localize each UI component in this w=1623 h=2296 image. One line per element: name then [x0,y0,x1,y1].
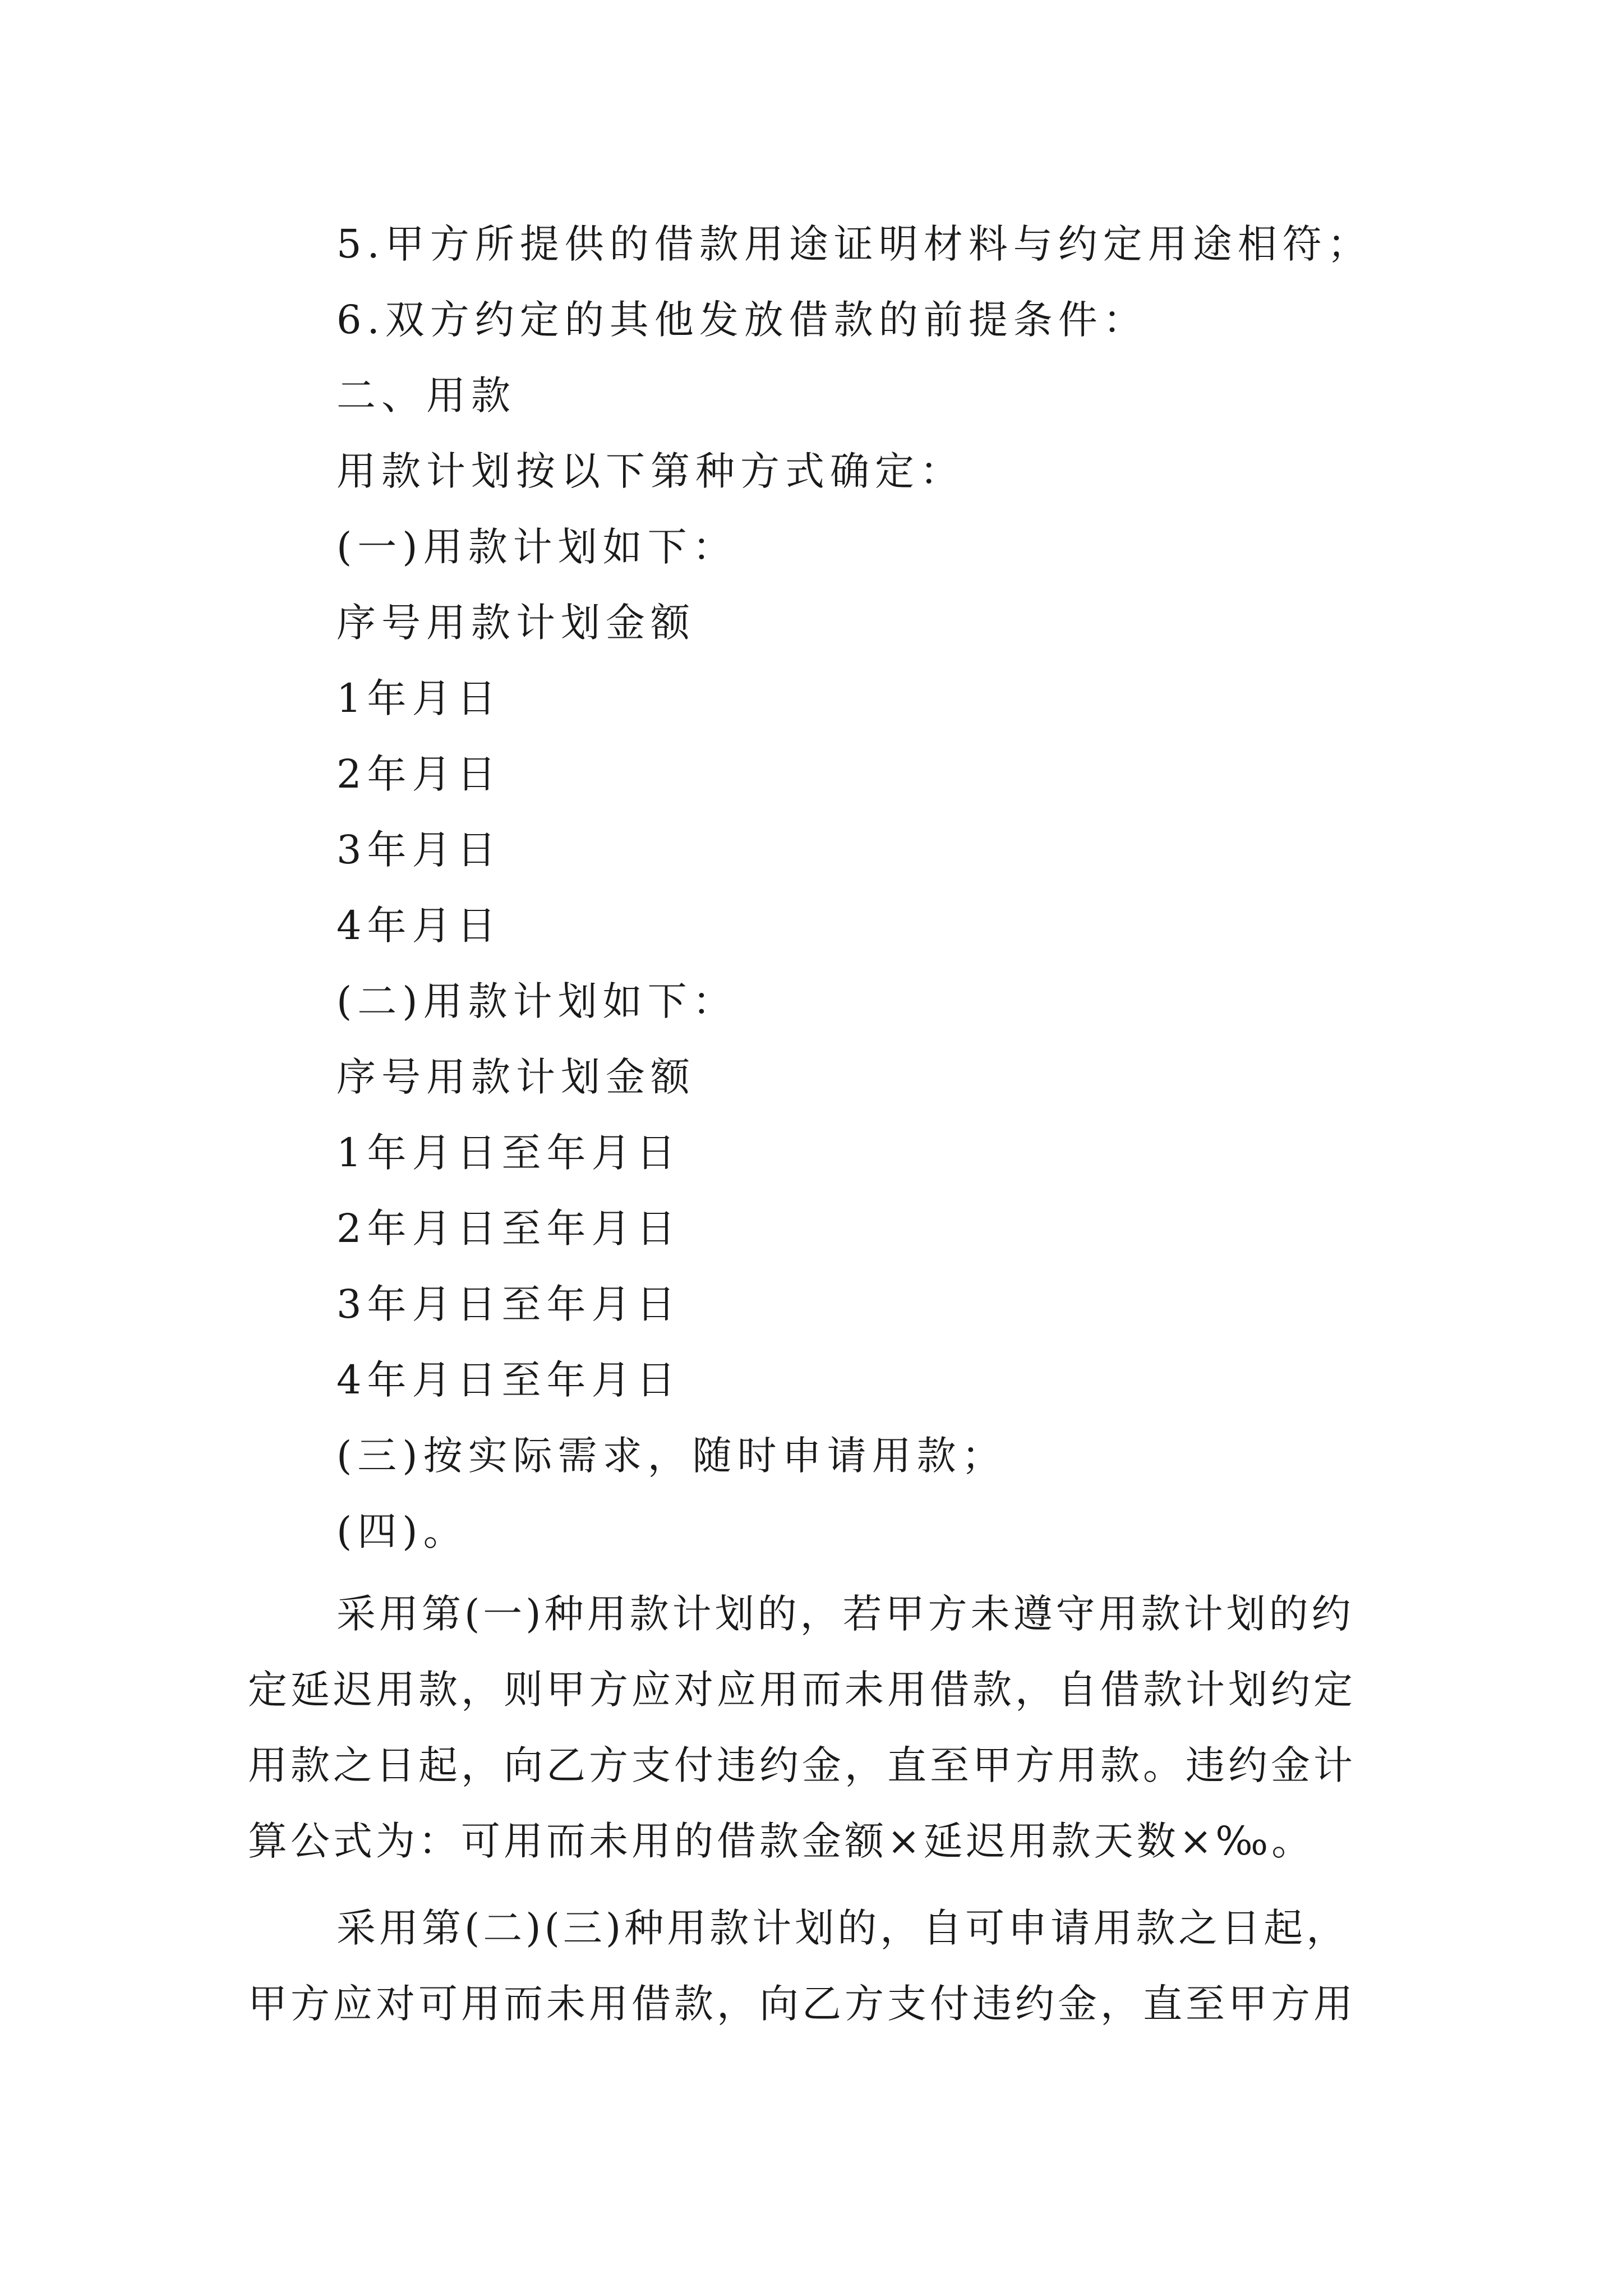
plan-one-row-2: 2年月日 [336,751,502,797]
paragraph-line: 甲方应对可用而未用借款，向乙方支付违约金，直至甲方用 [248,1981,1356,2027]
plan-one-heading: (一)用款计划如下： [336,524,737,570]
paragraph-line: 采用第(一)种用款计划的，若甲方未遵守用款计划的约 [336,1591,1354,1637]
plan-four-line: (四)。 [336,1508,468,1554]
plan-one-row-1: 1年月日 [336,675,502,721]
plan-two-row-3: 3年月日至年月日 [336,1281,681,1327]
plan-one-row-3: 3年月日 [336,827,502,873]
plan-two-row-4: 4年月日至年月日 [336,1357,681,1403]
plan-two-row-1: 1年月日至年月日 [336,1130,681,1176]
condition-item-5: 5.甲方所提供的借款用途证明材料与约定用途相符； [336,221,1372,267]
condition-item-6: 6.双方约定的其他发放借款的前提条件： [336,297,1148,343]
penalty-paragraph-plan-two-three [248,1890,1398,2042]
paragraph-line: 算公式为：可用而未用的借款金额×延迟用款天数×‰。 [248,1818,1315,1864]
plan-three-line: (三)按实际需求，随时申请用款； [336,1433,1007,1479]
paragraph-line: 用款之日起，向乙方支付违约金，直至甲方用款。违约金计 [248,1742,1356,1788]
plan-two-table-header: 序号用款计划金额 [336,1054,695,1100]
plan-one-table-header: 序号用款计划金额 [336,600,695,646]
section-heading-use-of-loan: 二、用款 [336,372,516,418]
paragraph-line: 采用第(二)(三)种用款计划的，自可申请用款之日起， [336,1905,1349,1951]
penalty-paragraph-plan-one [248,1576,1398,1879]
paragraph-line: 定延迟用款，则甲方应对应用而未用借款，自借款计划约定 [248,1667,1356,1713]
plan-one-row-4: 4年月日 [336,903,502,949]
plan-two-heading: (二)用款计划如下： [336,978,737,1024]
plan-method-line: 用款计划按以下第种方式确定： [336,448,965,494]
plan-two-row-2: 2年月日至年月日 [336,1205,681,1251]
